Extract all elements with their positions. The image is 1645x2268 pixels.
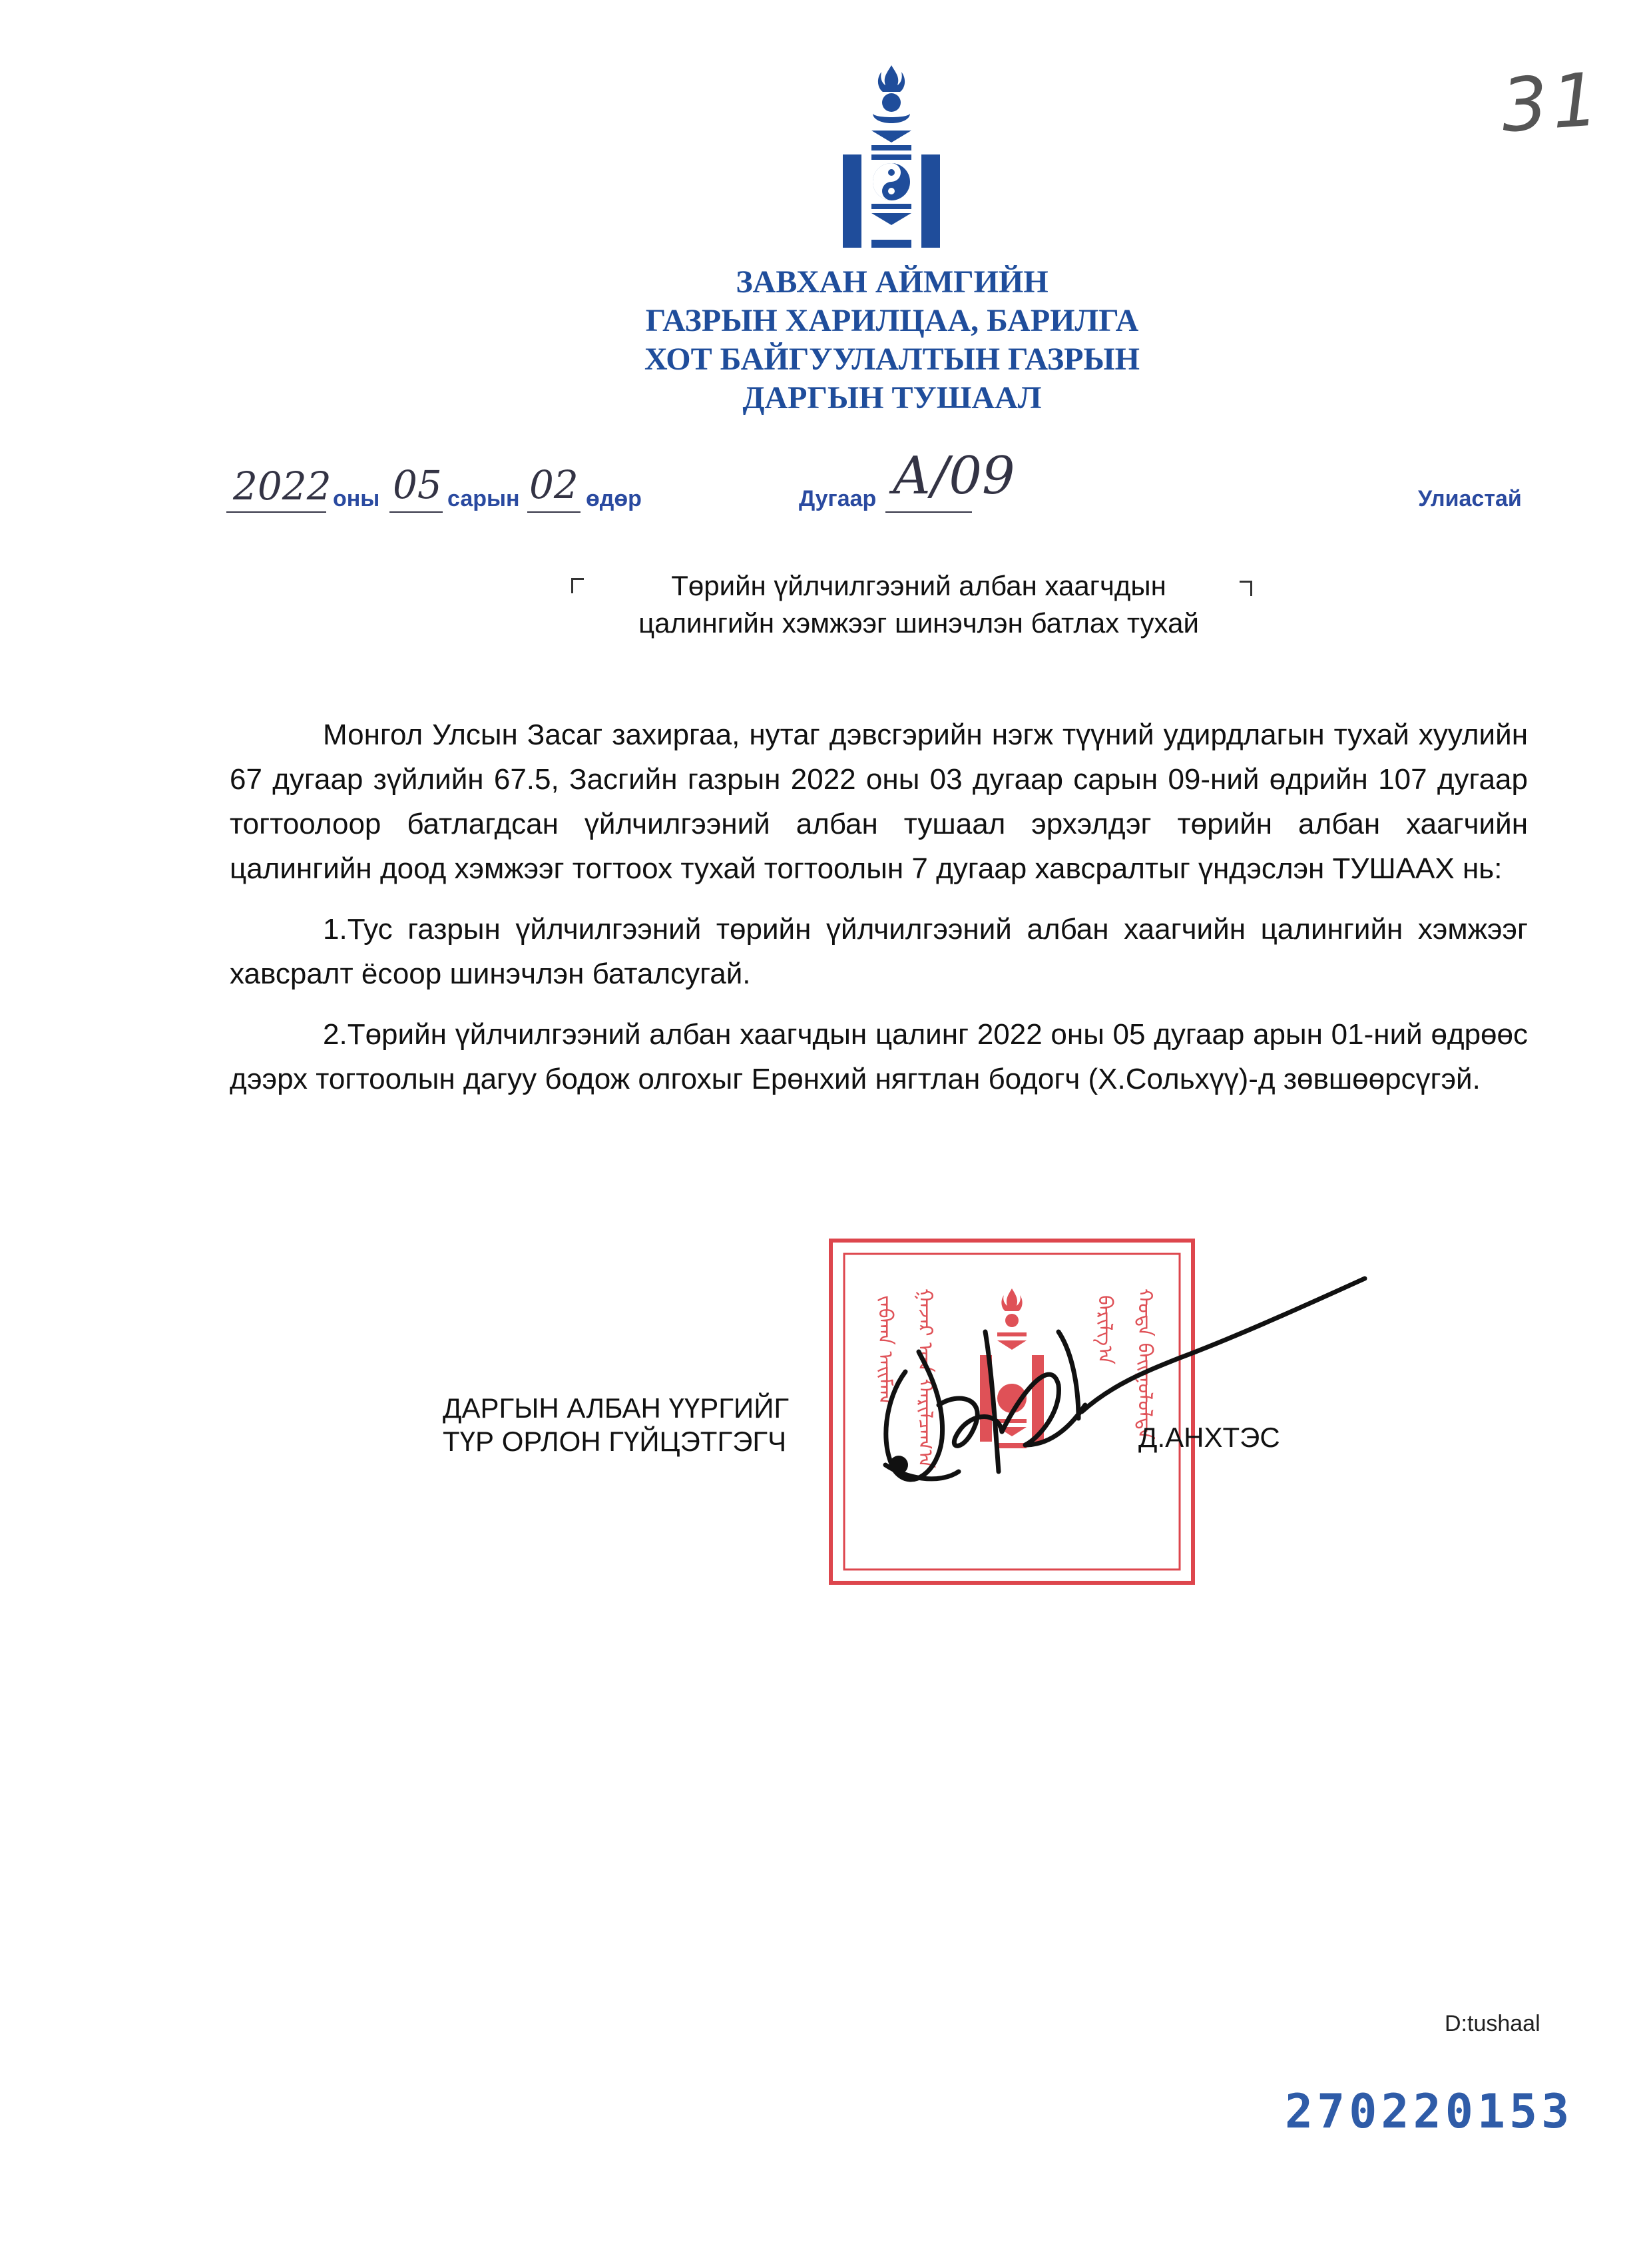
seal-text-3: ᠪᠠᠷᠢᠯᠭ᠎ᠠ: [1093, 1295, 1116, 1364]
month-label: сарын: [447, 486, 520, 511]
day-label: өдөр: [586, 486, 642, 511]
seal-text-1: ᠵᠠᠪᠬᠠᠨ ᠠᠢᠮᠠᠭ: [873, 1295, 897, 1405]
signer-title: [443, 1392, 789, 1458]
order-number: А/09: [892, 446, 1015, 506]
body-paragraph-1: Монгол Улсын Засаг захиргаа, нутаг дэвсгэрийн нэгж түүний удирдлагын тухай хуулийн 67 дугаар зүйлийн 67.5, Засгийн газрын 2022 оны 03 дугаар сарын 09-ний өдрийн 107 дугаар тогтоолоор батлагдсан үйлчилгээний албан тушаал эрхэлдэг төрийн албан хаагчийн цалингийн доод хэмжээг тогтоох тухай тогтоолын 7 дугаар хавсралтыг үндэслэн ТУШААХ нь:: [230, 718, 1528, 885]
body-paragraph-3: 2.Төрийн үйлчилгээний албан хаагчдын цалинг 2022 оны 05 дугаар арын 01-ний өдрөөс дээрх тогтоолын дагуу бодож олгохыг Ерөнхий нягтлан бодогч (Х.Сольхүү)-д зөвшөөрсүгэй.: [230, 1018, 1528, 1095]
year-label: оны: [333, 486, 380, 511]
document-subject: [553, 567, 1285, 642]
date-day: 02: [529, 462, 579, 507]
registration-number-stamp: 270220153: [1285, 2084, 1574, 2139]
subject-line-1: Төрийн үйлчилгээний албан хаагчдын: [671, 570, 1166, 601]
seal-text-4: ᠬᠣᠲᠠ ᠪᠠᠢᠭᠤᠯᠤᠯᠲᠠ: [1133, 1288, 1156, 1440]
document-body: [230, 712, 1528, 1117]
number-label: Дугаар: [799, 486, 877, 511]
seal-text-2: ᠭᠠᠵᠠᠷ ᠤᠨ ᠬᠠᠷᠢᠯᠴᠠᠭ᠎ᠠ: [913, 1288, 937, 1468]
body-paragraph-2: 1.Тус газрын үйлчилгээний төрийн үйлчилгээний албан хаагчийн цалингийн хэмжээг хавсралт ёсоор шинэчлэн баталсугай.: [230, 913, 1528, 990]
org-line-2: ГАЗРЫН ХАРИЛЦАА, БАРИЛГА: [645, 303, 1139, 338]
subject-line-2: цалингийн хэмжээг шинэчлэн батлах тухай: [638, 607, 1199, 639]
date-year: 2022: [233, 463, 332, 509]
page-number: 31: [1498, 56, 1606, 149]
org-line-3: ХОТ БАЙГУУЛАЛТЫН ГАЗРЫН: [644, 342, 1140, 377]
file-reference: D:tushaal: [1445, 2011, 1540, 2036]
place: Улиастай: [1418, 486, 1522, 511]
organization-header: [466, 263, 1318, 418]
org-line-1: ЗАВХАН АЙМГИЙН: [736, 264, 1049, 300]
org-line-4: ДАРГЫН ТУШААЛ: [742, 380, 1042, 416]
soyombo-emblem-icon: [843, 65, 940, 249]
handwritten-signature: [859, 1252, 1378, 1532]
signer-title-line-1: ДАРГЫН АЛБАН ҮҮРГИЙГ: [443, 1392, 790, 1424]
signer-name: Д.АНХТЭС: [1138, 1422, 1280, 1453]
date-month: 05: [393, 462, 442, 507]
date-number-row: [226, 446, 1531, 526]
signer-title-line-2: ТҮР ОРЛОН ГҮЙЦЭТГЭГЧ: [443, 1426, 787, 1457]
